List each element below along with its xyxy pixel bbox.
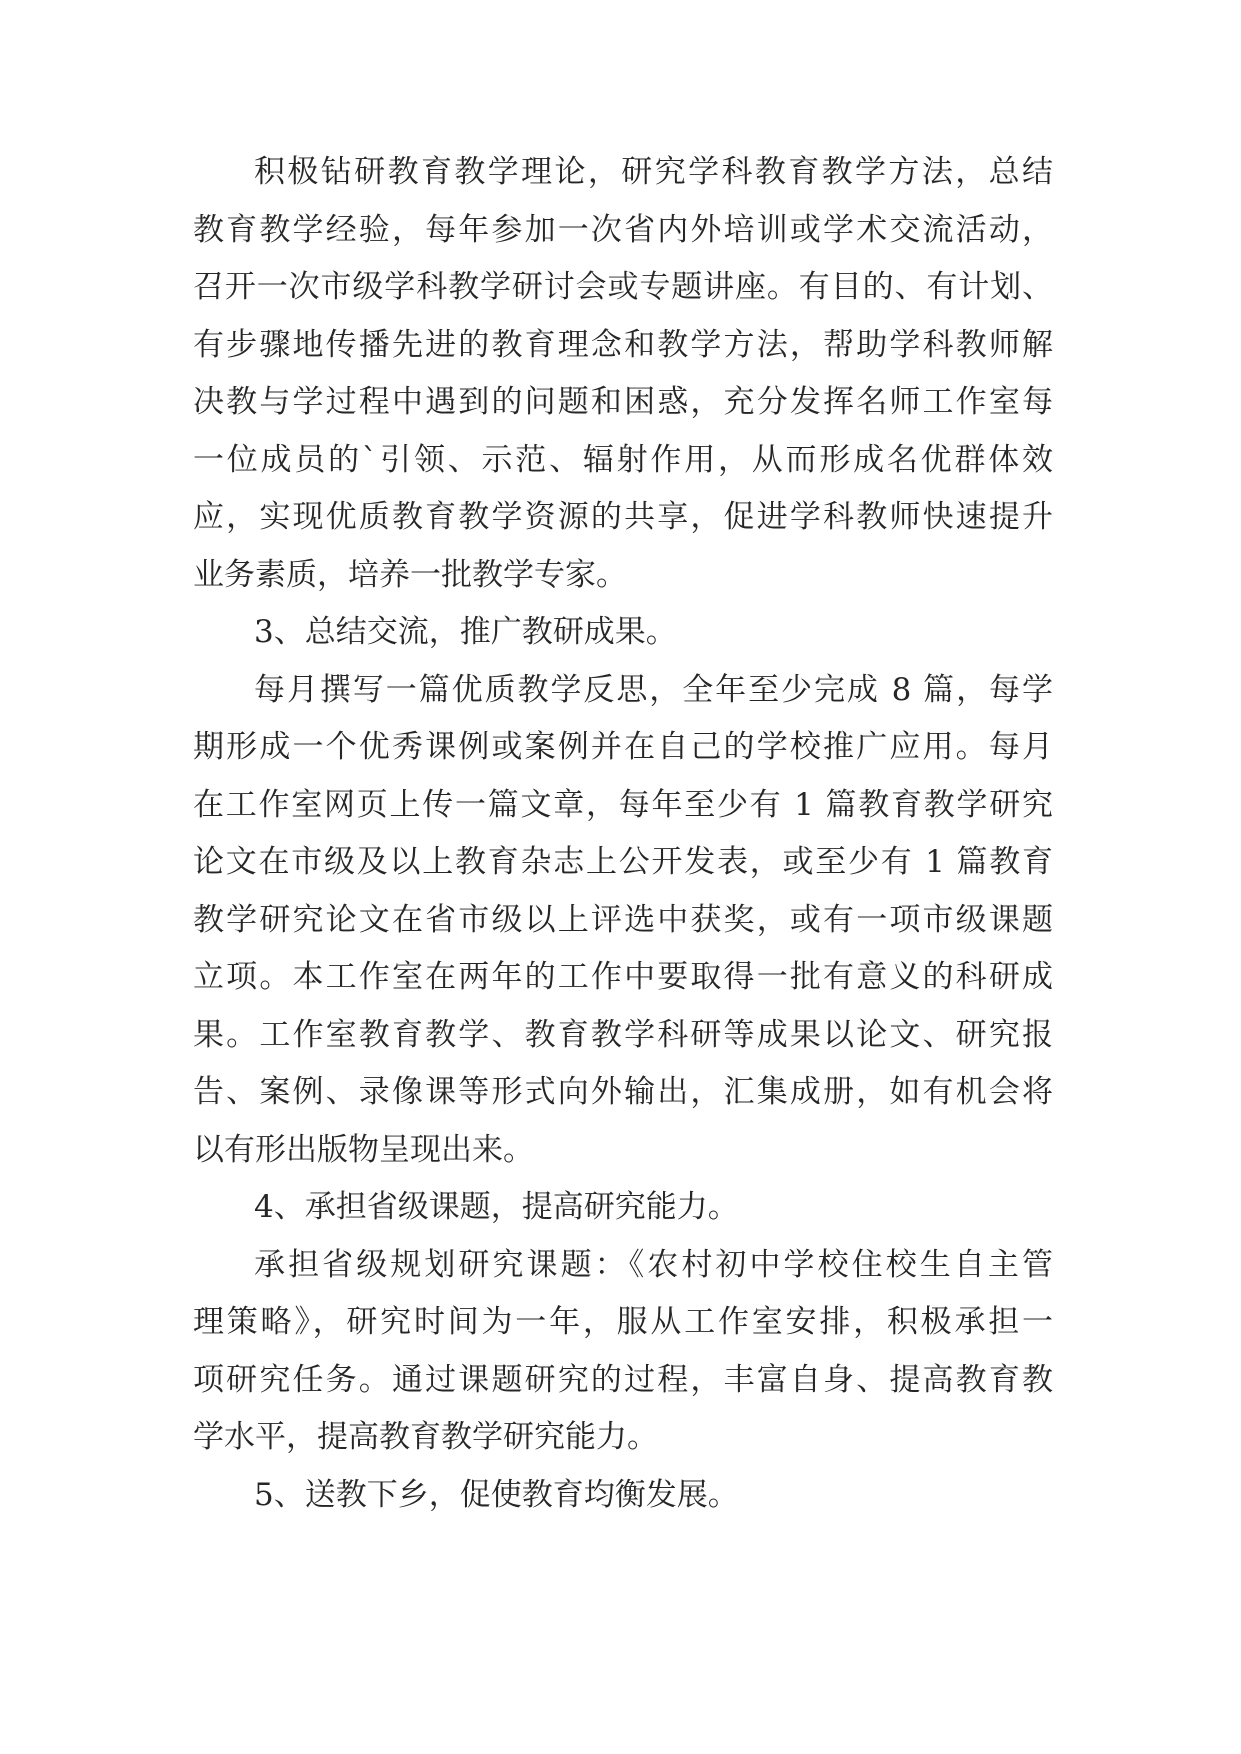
paragraph-line: 果。工作室教育教学、教育教学科研等成果以论文、研究报: [193, 1017, 1053, 1053]
paragraph-line: 应，实现优质教育教学资源的共享，促进学科教师快速提升: [193, 499, 1053, 535]
paragraph-line: 承担省级规划研究课题：《农村初中学校住校生自主管: [254, 1247, 1053, 1283]
paragraph-line: 以有形出版物呈现出来。: [193, 1132, 534, 1168]
paragraph-line: 每月撰写一篇优质教学反思，全年至少完成 8 篇，每学: [254, 672, 1053, 708]
paragraph-line: 立项。本工作室在两年的工作中要取得一批有意义的科研成: [193, 959, 1053, 995]
paragraph-line: 教育教学经验，每年参加一次省内外培训或学术交流活动，: [193, 212, 1053, 248]
paragraph-line: 项研究任务。通过课题研究的过程，丰富自身、提高教育教: [193, 1362, 1053, 1398]
paragraph-line: 召开一次市级学科教学研讨会或专题讲座。有目的、有计划、: [193, 269, 1053, 305]
paragraph-line: 业务素质，培养一批教学专家。: [193, 557, 627, 593]
paragraph-line: 有步骤地传播先进的教育理念和教学方法，帮助学科教师解: [193, 327, 1053, 363]
paragraph-line: 理策略》，研究时间为一年，服从工作室安排，积极承担一: [193, 1304, 1053, 1340]
section-heading: 4、承担省级课题，提高研究能力。: [254, 1189, 739, 1225]
paragraph-line: 决教与学过程中遇到的问题和困惑，充分发挥名师工作室每: [193, 384, 1053, 420]
paragraph-line: 在工作室网页上传一篇文章，每年至少有 1 篇教育教学研究: [193, 787, 1053, 823]
paragraph-line: 教学研究论文在省市级以上评选中获奖，或有一项市级课题: [193, 902, 1053, 938]
section-heading: 5、送教下乡，促使教育均衡发展。: [254, 1477, 739, 1513]
paragraph-line: 学水平，提高教育教学研究能力。: [193, 1419, 658, 1455]
paragraph-line: 期形成一个优秀课例或案例并在自己的学校推广应用。每月: [193, 729, 1053, 765]
section-heading: 3、总结交流，推广教研成果。: [254, 614, 677, 650]
paragraph-line: 一位成员的`引领、示范、辐射作用，从而形成名优群体效: [193, 442, 1053, 478]
paragraph-line: 论文在市级及以上教育杂志上公开发表，或至少有 1 篇教育: [193, 844, 1053, 880]
paragraph-line: 积极钻研教育教学理论，研究学科教育教学方法，总结: [254, 154, 1053, 190]
paragraph-line: 告、案例、录像课等形式向外输出，汇集成册，如有机会将: [193, 1074, 1053, 1110]
